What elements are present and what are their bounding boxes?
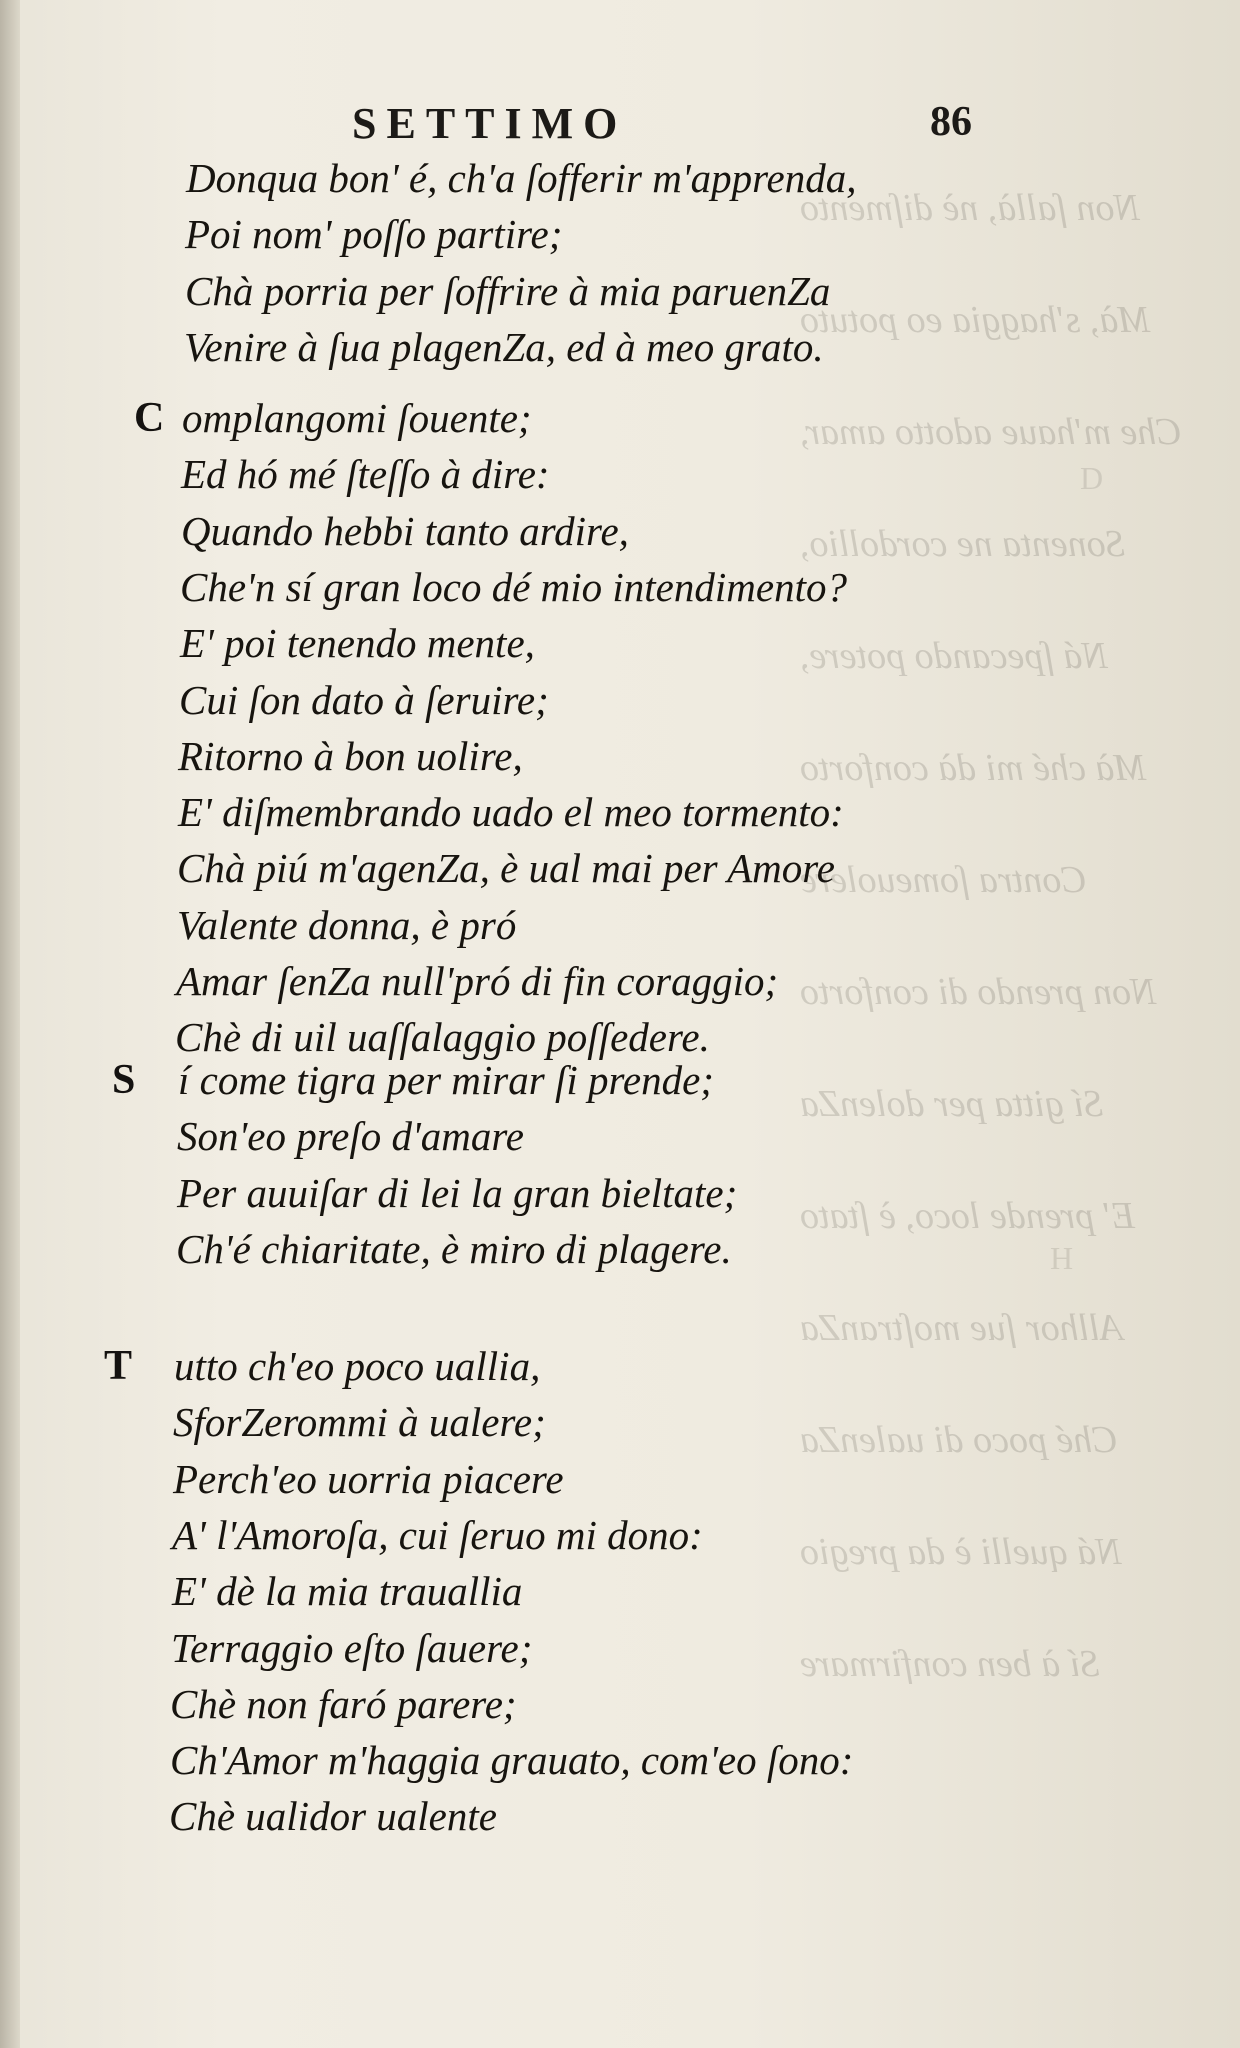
bleed-through-line: Sí gitta per dolenZa: [800, 1083, 1103, 1125]
stanza-initial: S: [112, 1057, 136, 1103]
bleed-through-line: Sonenta ne cordollio,: [800, 523, 1125, 565]
verse-line: Cui ſon dato à ſeruire;: [179, 676, 549, 723]
bleed-through-line: Non prendo di conforto: [800, 971, 1157, 1013]
verse-line: A' l'Amoroſa, cui ſeruo mi dono:: [172, 1511, 703, 1558]
page-number: 86: [930, 99, 972, 145]
verse-line: Ritorno à bon uolire,: [178, 732, 523, 779]
verse-line: E' dè la mia trauallia: [172, 1568, 523, 1615]
bleed-through-line: Che m'haue adotto amar,: [800, 411, 1182, 453]
verse-line: Ch'Amor m'haggia grauato, com'eo ſono:: [170, 1737, 854, 1784]
bleed-through-line: Mà, s'haggia eo potuto: [800, 299, 1151, 341]
verse-line: Chè ualidor ualente: [169, 1793, 497, 1840]
verse-line: Chà porria per ſoffrire à mia paruenZa: [185, 267, 831, 314]
verse-line: Quando hebbi tanto ardire,: [181, 507, 629, 554]
verse-line: Che'n sí gran loco dé mio intendimento?: [180, 563, 847, 610]
bleed-through-line: Ná ſpecando potere,: [800, 635, 1108, 677]
verse-line: í come tigra per mirar ſi prende;: [178, 1057, 714, 1103]
verse-line: Venire à ſua plagenZa, ed à meo grato.: [184, 323, 824, 370]
bleed-through-line: Sí à ben confirmare: [800, 1643, 1100, 1685]
verse-line: Amar ſenZa null'pró di fin coraggio;: [176, 958, 779, 1004]
bleed-through-line: Contra ſomeuolere: [800, 859, 1087, 901]
verse-line: E' diſmembrando uado el meo tormento:: [178, 789, 844, 836]
verse-line: Ch'é chiaritate, è miro di plagere.: [176, 1225, 732, 1272]
verse-line: Per auuiſar di lei la gran bieltate;: [177, 1169, 738, 1216]
verse-line: utto ch'eo poco uallia,: [174, 1343, 541, 1389]
page-gutter-shadow: [0, 0, 20, 2048]
verse-line: Perch'eo uorria piacere: [173, 1455, 564, 1502]
bleed-through-initial: D: [1080, 460, 1104, 496]
verse-line: Terraggio eſto ſauere;: [171, 1624, 533, 1671]
stanza-initial: T: [104, 1343, 133, 1389]
verse-line: Donqua bon' é, ch'a ſofferir m'apprenda,: [186, 155, 857, 201]
verse-line: Poi nom' poſſo partire;: [185, 211, 563, 258]
bleed-through-line: Allhor ſue moſtranZa: [800, 1307, 1124, 1349]
verse-line: Son'eo preſo d'amare: [177, 1113, 524, 1160]
verse-line: Chà piú m'agenZa, è ual mai per Amore: [177, 845, 835, 892]
bleed-through-initial: H: [1050, 1240, 1074, 1276]
verse-line: E' poi tenendo mente,: [180, 620, 535, 667]
bleed-through-line: E' prende loco, è ſtato: [800, 1195, 1135, 1237]
verse-line: Ed hó mé ſteſſo à dire:: [181, 451, 550, 498]
verse-line: Chè di uil uaſſalaggio poſſedere.: [175, 1014, 710, 1061]
verse-line: SforZerommi à ualere;: [173, 1399, 546, 1446]
bleed-through-line: Ché poco di ualenZa: [800, 1419, 1118, 1461]
poem-text: [100, 0, 1000, 2048]
verse-line: Valente donna, è pró: [177, 901, 517, 948]
bleed-through-line: Ná quelli è da pregio: [800, 1531, 1122, 1573]
verse-line: omplangomi ſouente;: [182, 395, 532, 441]
bleed-through-line: Non ſallà, nè diſmento: [800, 187, 1140, 229]
verse-line: Chè non faró parere;: [170, 1680, 517, 1727]
stanza-initial: C: [134, 395, 165, 441]
bleed-through-line: Mà ché mi dà conforto: [800, 747, 1147, 789]
running-head: SETTIMO: [352, 99, 628, 148]
